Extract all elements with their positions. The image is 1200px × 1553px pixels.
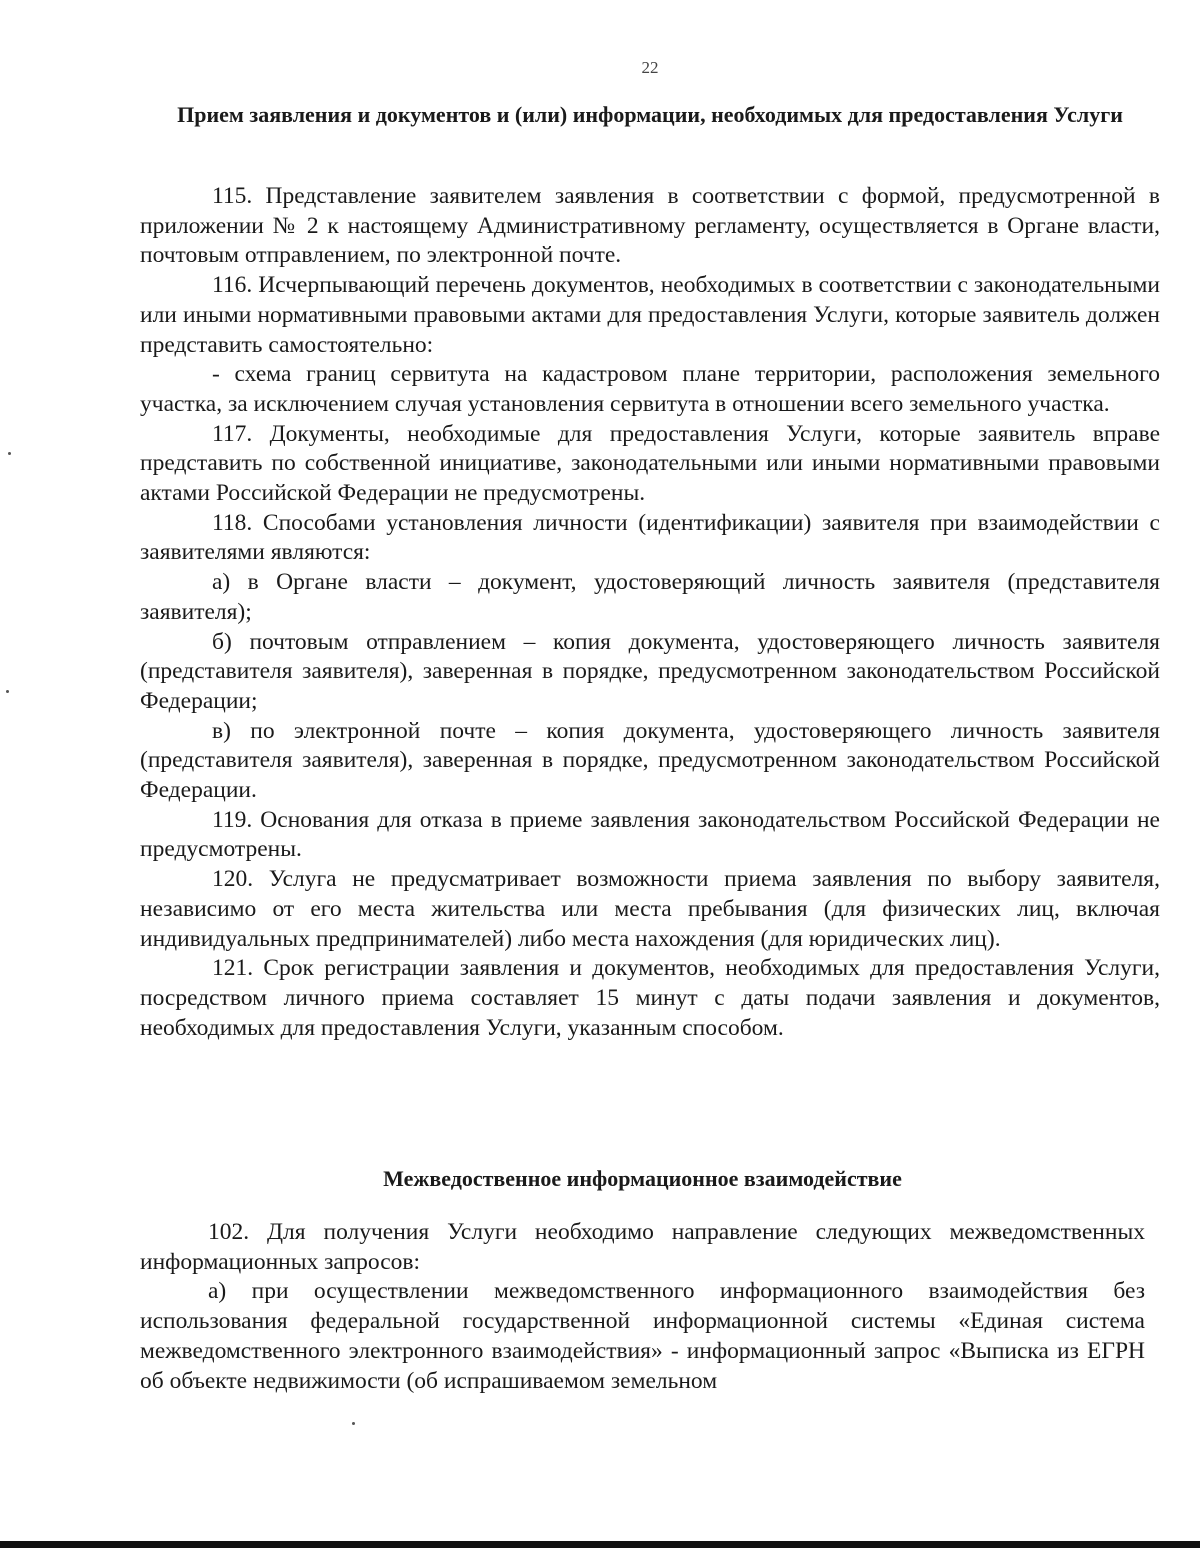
section-heading-interagency: Межведоственное информационное взаимодействие	[383, 1166, 902, 1191]
paragraph-117: 117. Документы, необходимые для предоставления Услуги, которые заявитель вправе представить по собственной инициативе, законодательными или иными нормативными правовыми актами Российской Федерации не предусмотрены.	[140, 420, 1160, 507]
paragraph-119: 119. Основания для отказа в приеме заявления законодательством Российской Федерации не предусмотрены.	[140, 806, 1160, 863]
paragraph-102: 102. Для получения Услуги необходимо направление следующих межведомственных информационных запросов:	[140, 1219, 1145, 1275]
section-body-reception	[140, 182, 1160, 1043]
paragraph-118-b: б) почтовым отправлением – копия документа, удостоверяющего личность заявителя (представителя заявителя), заверенная в порядке, предусмотренном законодательством Российской Федерации;	[140, 628, 1160, 714]
scan-speck	[352, 1422, 355, 1425]
paragraph-118-a: а) в Органе власти – документ, удостоверяющий личность заявителя (представителя заявителя);	[140, 569, 1160, 625]
section-heading-reception: Прием заявления и документов и (или) информации, необходимых для предоставления Услуги	[177, 102, 1123, 127]
paragraph-118: 118. Способами установления личности (идентификации) заявителя при взаимодействии с заявителями являются:	[140, 509, 1160, 566]
paragraph-102-a: а) при осуществлении межведомственного информационного взаимодействия без использования федеральной государственной информационной системы «Единая система межведомственного электронного взаимодействия» - информационный запрос «Выписка из ЕГРН об объекте недвижимости (об испрашиваемом земельном	[140, 1278, 1145, 1394]
paragraph-120: 120. Услуга не предусматривает возможности приема заявления по выбору заявителя, независимо от его места жительства или места пребывания (для физических лиц, включая индивидуальных предпринимателей) либо места нахождения (для юридических лиц).	[140, 866, 1160, 952]
paragraph-118-v: в) по электронной почте – копия документа, удостоверяющего личность заявителя (представителя заявителя), заверенная в порядке, предусмотренном законодательством Российской Федерации.	[140, 717, 1160, 804]
scan-bottom-edge	[0, 1541, 1200, 1548]
scan-speck	[8, 452, 11, 455]
document-page	[140, 0, 1160, 1553]
paragraph-116: 116. Исчерпывающий перечень документов, необходимых в соответствии с законодательными или иными нормативными правовыми актами для предоставления Услуги, которые заявитель должен представить самостоятельно:	[140, 272, 1160, 358]
scan-speck	[6, 690, 9, 693]
section-body-interagency	[140, 1218, 1145, 1396]
paragraph-115: 115. Представление заявителем заявления в соответствии с формой, предусмотренной в приложении № 2 к настоящему Административному регламенту, осуществляется в Органе власти, почтовым отправлением, по электронной почте.	[140, 183, 1160, 269]
paragraph-121: 121. Срок регистрации заявления и документов, необходимых для предоставления Услуги, посредством личного приема составляет 15 минут с даты подачи заявления и документов, необходимых для предоставления Услуги, указанным способом.	[140, 955, 1160, 1041]
page-number: 22	[641, 58, 659, 77]
paragraph-116-item: - схема границ сервитута на кадастровом плане территории, расположения земельного участка, за исключением случая установления сервитута в отношении всего земельного участка.	[140, 361, 1160, 417]
